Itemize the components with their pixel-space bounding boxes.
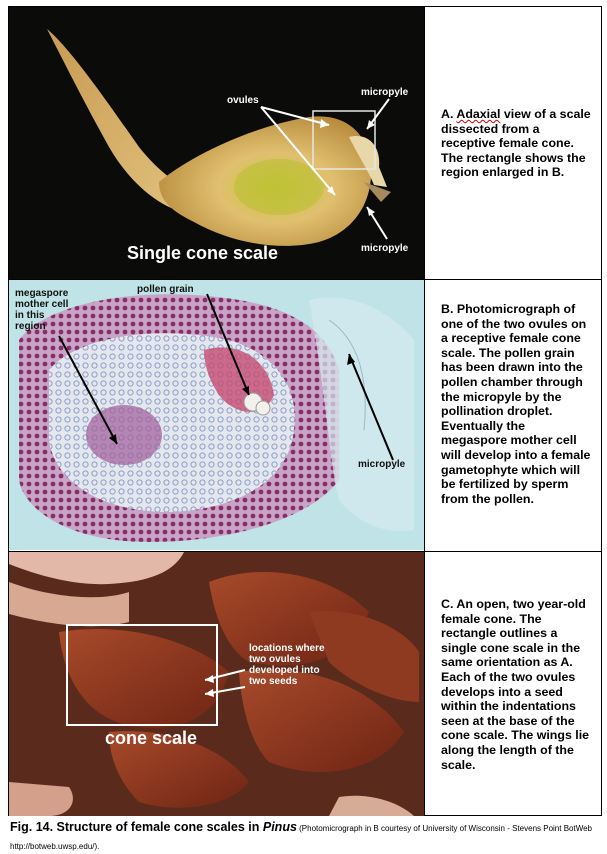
- label-cone-scale: cone scale: [105, 728, 198, 748]
- caption-a-rest: view of a scale dissected from a receptive female cone. The rectangle shows the region enlarged in B.: [441, 107, 591, 180]
- label-micropyle-bottom: micropyle: [361, 243, 409, 254]
- caption-a-flagged-word: Adaxial: [456, 107, 501, 121]
- figure-caption: [10, 818, 600, 854]
- panel-a-photo: [9, 7, 424, 279]
- caption-a-prefix: A.: [441, 107, 457, 121]
- panel-b-photo: [9, 280, 424, 550]
- label-micropyle-top: micropyle: [361, 87, 409, 98]
- label-megaspore: megaspore mother cell in this region: [15, 288, 69, 332]
- label-single-cone-scale: Single cone scale: [127, 243, 279, 263]
- label-ovules: ovules: [227, 95, 259, 106]
- figure-frame: [8, 6, 602, 816]
- label-pollen-grain: pollen grain: [137, 284, 194, 295]
- figure-caption-genus: Pinus: [262, 820, 297, 834]
- panel-c-photo: [9, 552, 424, 816]
- figure-caption-prefix: Fig. 14. Structure of female cone scales in: [10, 820, 263, 834]
- caption-a: [441, 107, 593, 180]
- caption-b: B. Photomicrograph of one of the two ovules on a receptive female cone scale. The pollen grain has been drawn into the pollen chamber through the micropyle by the pollination droplet. Eventually the megaspore mother cell will develop into a female gametophyte which will be fertilized by sperm from the pollen.: [441, 302, 591, 506]
- column-divider: [424, 7, 425, 815]
- label-micropyle-b: micropyle: [358, 459, 406, 470]
- caption-c: C. An open, two year-old female cone. The rectangle outlines a single cone scale in the same orientation as A. Each of the two ovules develops into a seed within the indentations seen at the base of the cone scale. The wings lie along the length of the scale.: [441, 597, 590, 772]
- label-locations: locations where two ovules developed into two seeds: [249, 643, 325, 687]
- figure-caption-credit: (Photomicrograph in B courtesy of University of Wisconsin - Stevens Point BotWeb http://botweb.uwsp.edu/).: [10, 824, 593, 851]
